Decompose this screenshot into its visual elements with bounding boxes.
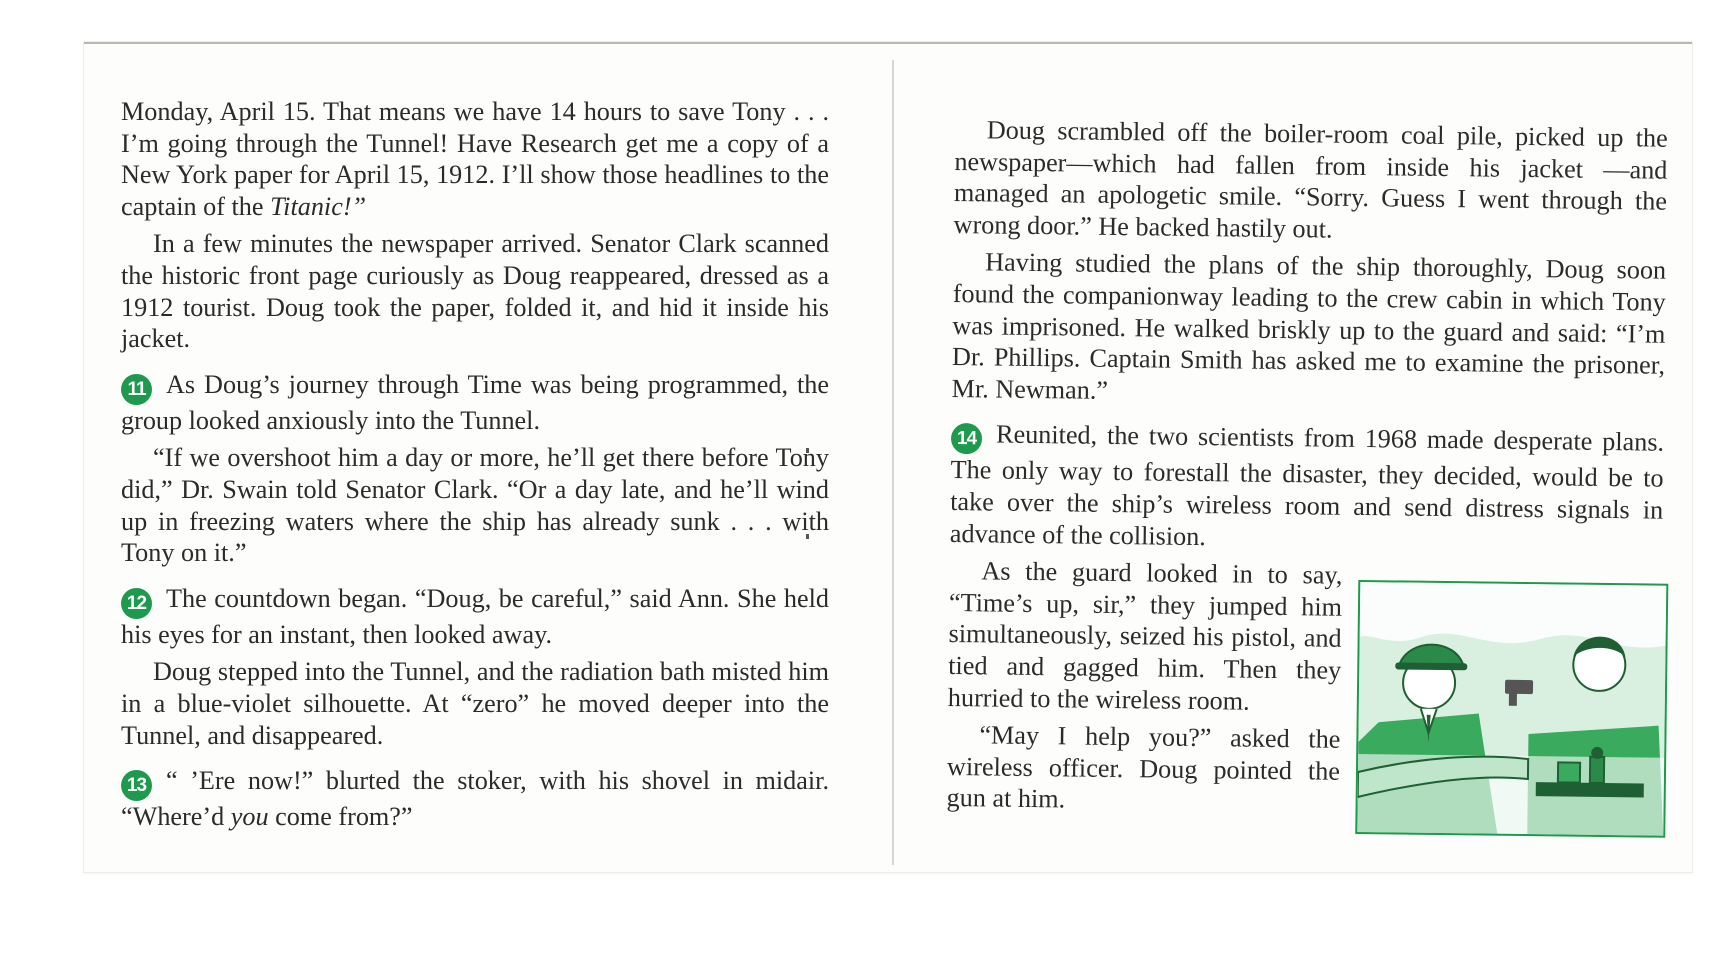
section-number-badge: 13 — [121, 770, 152, 801]
section-number-badge: 12 — [121, 588, 152, 619]
paragraph: Having studied the plans of the ship thoroughly, Doug soon found the companionway leading to the crew cabin in which Tony was imprisoned. He walked briskly up to the guard and said: “I’m Dr. Phillips. Captain Smith has asked me to examine the prisoner, Mr. Newman.” — [951, 247, 1667, 405]
paragraph: 14 Reunited, the two scientists from 1968 made desperate plans. The only way to forestall the disaster, they decided, would be to take over the ship’s wireless room and send distress signals in advance of the collision. — [949, 419, 1665, 551]
paragraph: 13 “ ’Ere now!” blurted the stoker, with his shovel in midair. “Where’d you come from?” — [121, 766, 829, 832]
section-number-badge: 14 — [951, 423, 982, 454]
left-page — [121, 96, 829, 839]
paragraph: 12 The countdown began. “Doug, be careful,” said Ann. She held his eyes for an instant, then looked away. — [121, 583, 829, 649]
paragraph: Doug scrambled off the boiler-room coal pile, picked up the newspaper—which had fallen from inside his jacket —and managed an apologetic smile. “Sorry. Guess I went through the wrong door.” He backed hastily out. — [953, 115, 1668, 244]
paragraph: Monday, April 15. That means we have 14 hours to save Tony . . . I’m going through the Tunnel! Have Research get me a copy of a New York paper for April 15, 1912. I’ll show those headlines to the captain of the Titanic!” — [121, 97, 829, 221]
paragraph: “May I help you?” asked the wireless officer. Doug pointed the gun at him. — [946, 720, 1341, 814]
paragraph: Doug stepped into the Tunnel, and the radiation bath misted him in a blue-violet silhouette. At “zero” he moved deeper into the Tunnel, and disappeared. — [121, 657, 829, 750]
illustration-drawing — [1357, 582, 1666, 836]
paragraph: As the guard looked in to say, “Time’s up, sir,” they jumped him simultaneously, seized his pistol, and tied and gagged him. Then they hurried to the wireless room. — [947, 556, 1343, 716]
paragraph: In a few minutes the newspaper arrived. Senator Clark scanned the historic front page curiously as Doug reappeared, dressed as a 1912 tourist. Doug took the paper, folded it, and hid it inside his jacket. — [121, 229, 829, 354]
center-fold — [892, 60, 894, 865]
illustration-wrapper — [1355, 580, 1668, 838]
paragraph: “If we overshoot him a day or more, he’ll get there before Tony did,” Dr. Swain told Senator Clark. “Or a day late, and he’ll wind up in freezing waters where the ship has already sunk . . . with Tony on it.” — [121, 443, 829, 568]
section-number-badge: 11 — [121, 374, 152, 405]
wireless-room-illustration — [1355, 580, 1668, 838]
right-page — [946, 114, 1668, 842]
paragraph: 11 As Doug’s journey through Time was being programmed, the group looked anxiously into the Tunnel. — [121, 369, 829, 435]
